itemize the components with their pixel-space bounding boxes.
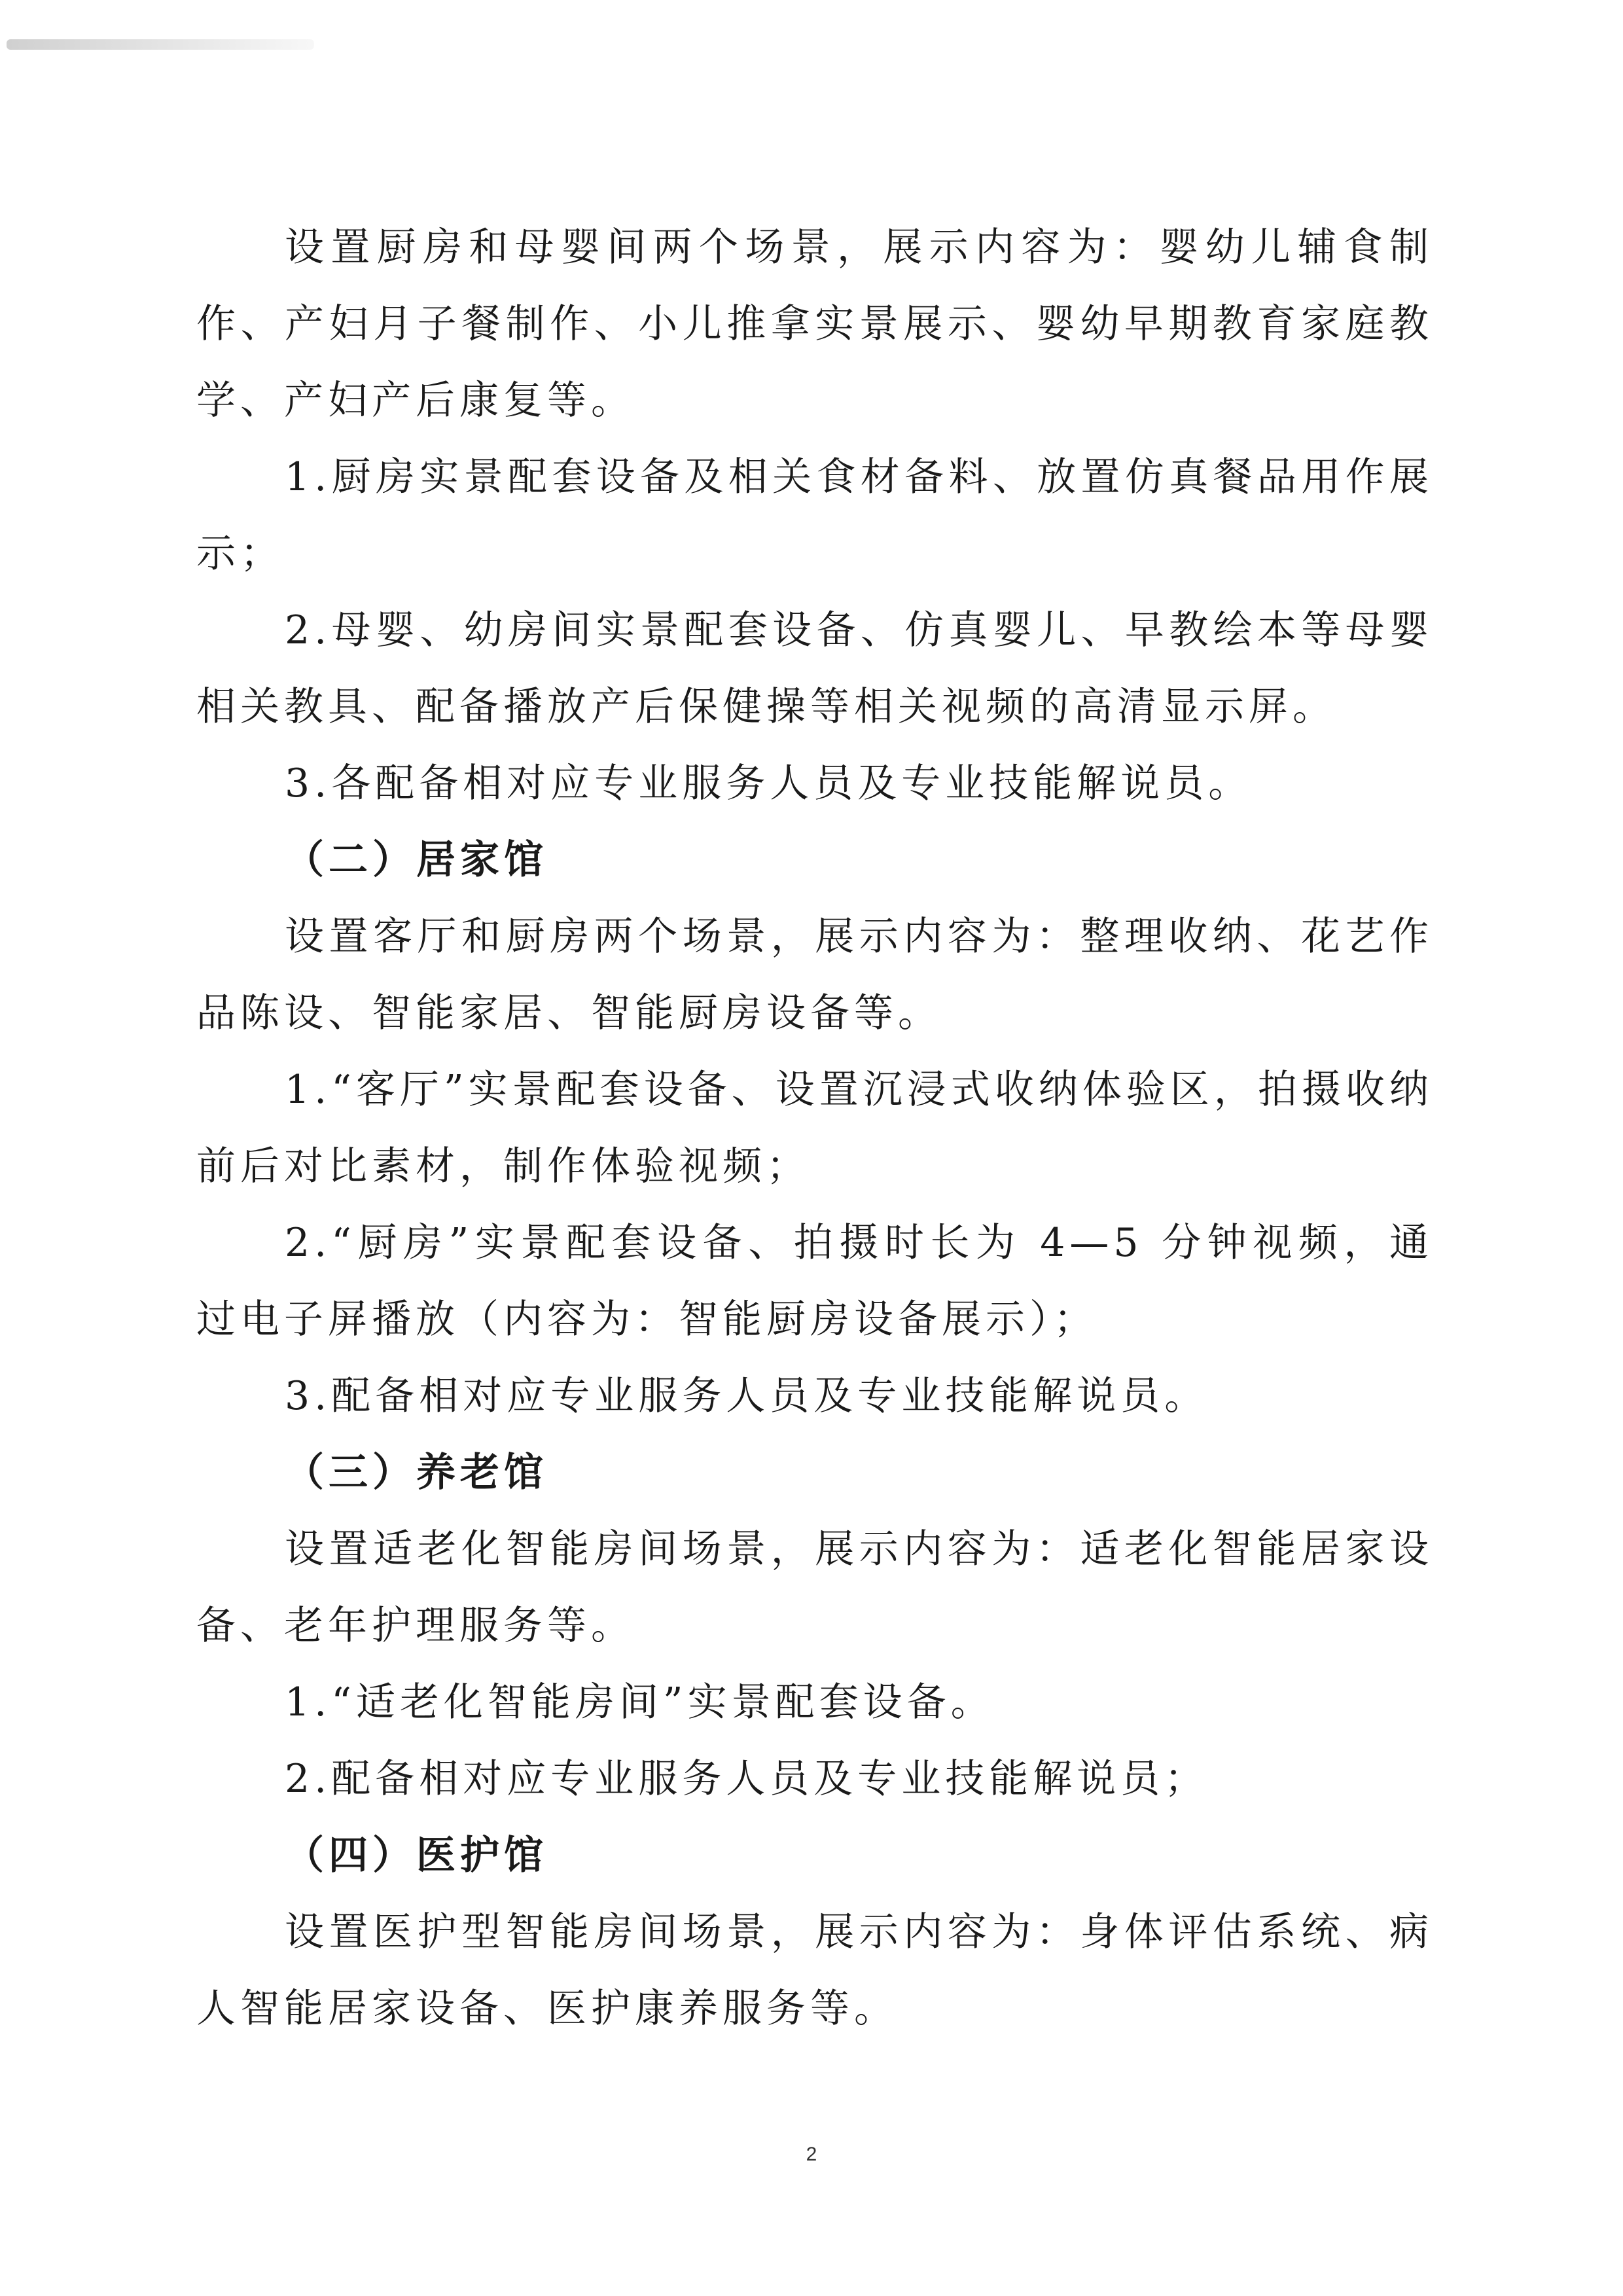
list-item-smart-room: 1.“适老化智能房间”实景配套设备。 [285,1679,995,1725]
scan-artifact [7,39,314,50]
paragraph-intro-muying: 设置厨房和母婴间两个场景，展示内容为：婴幼儿辅食制作、产妇月子餐制作、小儿推拿实景展示、婴幼早期教育家庭教学、产妇产后康复等。 [196,224,1433,423]
list-item-muying-room: 2.母婴、幼房间实景配套设备、仿真婴儿、早教绘本等母婴相关教具、配备播放产后保健操等相关视频的高清显示屏。 [196,607,1433,730]
section-heading-yanglao: （三）养老馆 [285,1450,548,1496]
list-item-staff: 3.配备相对应专业服务人员及专业技能解说员。 [285,1373,1209,1419]
list-item-staff: 3.各配备相对应专业服务人员及专业技能解说员。 [285,761,1253,806]
paragraph-intro-yanglao: 设置适老化智能房间场景，展示内容为：适老化智能居家设备、老年护理服务等。 [196,1526,1433,1649]
list-item-kitchen-video: 2.“厨房”实景配套设备、拍摄时长为 4—5 分钟视频，通过电子屏播放（内容为：智能厨房设备展示）； [196,1220,1433,1342]
document-body [196,209,1433,2047]
section-heading-yihu: （四）医护馆 [285,1833,548,1878]
list-item-kitchen: 1.厨房实景配套设备及相关食材备料、放置仿真餐品用作展示； [196,454,1433,577]
paragraph-intro-yihu: 设置医护型智能房间场景，展示内容为：身体评估系统、病人智能居家设备、医护康养服务等。 [196,1909,1433,2032]
page-number: 2 [806,2144,817,2165]
paragraph-intro-jujia: 设置客厅和厨房两个场景，展示内容为：整理收纳、花艺作品陈设、智能家居、智能厨房设备等。 [196,914,1433,1036]
list-item-living-room: 1.“客厅”实景配套设备、设置沉浸式收纳体验区，拍摄收纳前后对比素材，制作体验视频； [196,1067,1433,1189]
list-item-staff: 2.配备相对应专业服务人员及专业技能解说员； [285,1756,1209,1802]
section-heading-jujia: （二）居家馆 [285,837,548,883]
